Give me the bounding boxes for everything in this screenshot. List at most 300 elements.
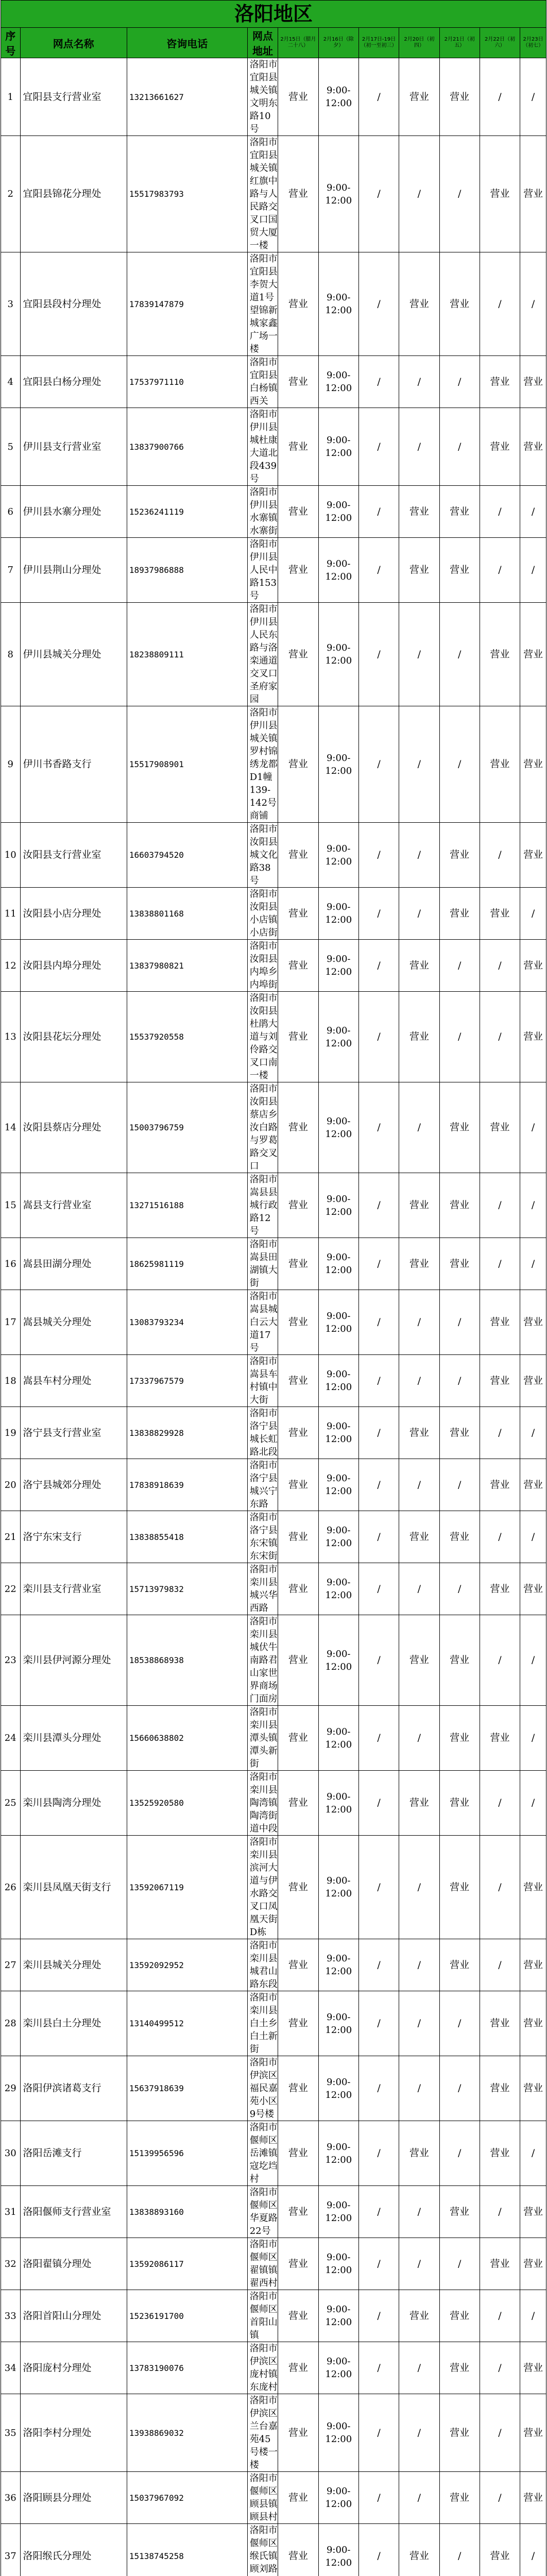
contact-phone: 13213661627 [127, 58, 247, 136]
contact-phone: 13838893160 [127, 2186, 247, 2238]
status-feb17-19: / [358, 486, 399, 538]
table-row [1, 1511, 546, 1563]
status-feb15: 营业 [278, 1563, 318, 1615]
table-row [1, 1563, 546, 1615]
status-feb21: 营业 [439, 1173, 480, 1238]
status-feb20: / [399, 356, 439, 408]
status-feb22: / [480, 2394, 520, 2472]
table-row [1, 1939, 546, 1991]
status-feb20: / [399, 408, 439, 486]
status-feb20: 营业 [399, 1615, 439, 1706]
status-feb20: / [399, 1706, 439, 1771]
status-feb17-19: / [358, 356, 399, 408]
status-feb17-19: / [358, 992, 399, 1082]
row-number: 4 [1, 356, 21, 408]
header-row [1, 28, 546, 58]
status-feb20: / [399, 1991, 439, 2056]
outlet-name: 洛阳缑氏分理处 [20, 2524, 127, 2576]
status-feb21: / [439, 992, 480, 1082]
status-feb17-19: / [358, 823, 399, 888]
table-row [1, 823, 546, 888]
row-number: 7 [1, 538, 21, 603]
outlet-address: 洛阳市嵩县田湖镇大街 [247, 1238, 278, 1290]
status-feb22: / [480, 940, 520, 992]
row-number: 8 [1, 603, 21, 706]
status-feb15: 营业 [278, 1238, 318, 1290]
status-feb20: / [399, 1836, 439, 1939]
status-feb15: 营业 [278, 1173, 318, 1238]
status-feb15: 营业 [278, 2342, 318, 2394]
outlet-address: 洛阳市栾川县白土乡白土新街 [247, 1991, 278, 2056]
status-feb17-19: / [358, 1459, 399, 1511]
table-row [1, 486, 546, 538]
row-number: 30 [1, 2121, 21, 2186]
status-feb15: 营业 [278, 1939, 318, 1991]
contact-phone: 13838829928 [127, 1407, 247, 1459]
hours-feb16: 9:00-12:00 [318, 940, 358, 992]
row-number: 18 [1, 1355, 21, 1407]
status-feb15: 营业 [278, 992, 318, 1082]
status-feb17-19: / [358, 1563, 399, 1615]
outlet-address: 洛阳市洛宁县城兴宁东路 [247, 1459, 278, 1511]
hours-feb16: 9:00-12:00 [318, 1615, 358, 1706]
status-feb22: / [480, 2472, 520, 2524]
status-feb17-19: / [358, 2472, 399, 2524]
status-feb21: / [439, 1991, 480, 2056]
outlet-name: 伊川县城关分理处 [20, 603, 127, 706]
row-number: 22 [1, 1563, 21, 1615]
status-feb23: 营业 [520, 1290, 546, 1355]
status-feb22: 营业 [480, 1706, 520, 1771]
status-feb15: 营业 [278, 1836, 318, 1939]
contact-phone: 15517908901 [127, 706, 247, 823]
status-feb15: 营业 [278, 823, 318, 888]
row-number: 23 [1, 1615, 21, 1706]
contact-phone: 15517983793 [127, 136, 247, 252]
status-feb15: 营业 [278, 1459, 318, 1511]
status-feb23: 营业 [520, 2238, 546, 2290]
hours-feb16: 9:00-12:00 [318, 2121, 358, 2186]
hours-feb16: 9:00-12:00 [318, 2290, 358, 2342]
status-feb23: 营业 [520, 1459, 546, 1511]
hours-feb16: 9:00-12:00 [318, 2394, 358, 2472]
table-row [1, 1771, 546, 1836]
outlet-address: 洛阳市栾川县陶湾镇陶湾街道中段 [247, 1771, 278, 1836]
status-feb15: 营业 [278, 2238, 318, 2290]
hours-feb16: 9:00-12:00 [318, 1459, 358, 1511]
outlet-address: 洛阳市嵩县城白云大道17号 [247, 1290, 278, 1355]
status-feb15: 营业 [278, 1407, 318, 1459]
status-feb22: / [480, 1939, 520, 1991]
table-row [1, 2524, 546, 2576]
status-feb15: 营业 [278, 2121, 318, 2186]
outlet-name: 汝阳县支行营业室 [20, 823, 127, 888]
status-feb15: 营业 [278, 1082, 318, 1173]
outlet-address: 洛阳市栾川县城伏牛南路君山家世界商场门面房 [247, 1615, 278, 1706]
status-feb15: 营业 [278, 1290, 318, 1355]
status-feb17-19: / [358, 2121, 399, 2186]
hours-feb16: 9:00-12:00 [318, 1771, 358, 1836]
outlet-name: 洛阳翟镇分理处 [20, 2238, 127, 2290]
status-feb20: 营业 [399, 2524, 439, 2576]
row-number: 32 [1, 2238, 21, 2290]
status-feb20: 营业 [399, 252, 439, 356]
row-number: 17 [1, 1290, 21, 1355]
status-feb20: 营业 [399, 1173, 439, 1238]
row-number: 33 [1, 2290, 21, 2342]
outlet-name: 伊川书香路支行 [20, 706, 127, 823]
contact-phone: 13838855418 [127, 1511, 247, 1563]
status-feb20: / [399, 2472, 439, 2524]
table-body [1, 58, 546, 2576]
status-feb17-19: / [358, 1939, 399, 1991]
status-feb20: / [399, 1939, 439, 1991]
contact-phone: 13837900766 [127, 408, 247, 486]
status-feb15: 营业 [278, 538, 318, 603]
status-feb22: / [480, 2290, 520, 2342]
status-feb21: 营业 [439, 2342, 480, 2394]
table-row [1, 2186, 546, 2238]
header-date-feb21: 2月21日（初五） [439, 28, 480, 58]
row-number: 28 [1, 1991, 21, 2056]
status-feb17-19: / [358, 888, 399, 940]
status-feb17-19: / [358, 2056, 399, 2121]
status-feb21: / [439, 356, 480, 408]
status-feb17-19: / [358, 1407, 399, 1459]
status-feb15: 营业 [278, 1355, 318, 1407]
status-feb22: / [480, 1407, 520, 1459]
status-feb23: 营业 [520, 1563, 546, 1615]
row-number: 13 [1, 992, 21, 1082]
contact-phone: 18625981119 [127, 1238, 247, 1290]
status-feb15: 营业 [278, 1615, 318, 1706]
status-feb20: / [399, 1563, 439, 1615]
outlet-name: 汝阳县蔡店分理处 [20, 1082, 127, 1173]
status-feb23: / [520, 1082, 546, 1173]
status-feb20: / [399, 1459, 439, 1511]
table-row [1, 888, 546, 940]
hours-feb16: 9:00-12:00 [318, 706, 358, 823]
status-feb15: 营业 [278, 486, 318, 538]
status-feb21: / [439, 603, 480, 706]
contact-phone: 13140499512 [127, 1991, 247, 2056]
contact-phone: 18937986888 [127, 538, 247, 603]
hours-feb16: 9:00-12:00 [318, 1836, 358, 1939]
hours-feb16: 9:00-12:00 [318, 2056, 358, 2121]
table-row [1, 1082, 546, 1173]
status-feb21: 营业 [439, 1706, 480, 1771]
contact-phone: 17537971110 [127, 356, 247, 408]
outlet-address: 洛阳市栾川县潭头镇潭头新街 [247, 1706, 278, 1771]
status-feb22: / [480, 1173, 520, 1238]
outlet-name: 伊川县水寨分理处 [20, 486, 127, 538]
outlet-address: 洛阳市汝阳县城文化路38号 [247, 823, 278, 888]
status-feb22: / [480, 252, 520, 356]
status-feb20: 营业 [399, 2121, 439, 2186]
row-number: 37 [1, 2524, 21, 2576]
status-feb22: / [480, 992, 520, 1082]
table-row [1, 1991, 546, 2056]
outlet-name: 栾川县伊河源分理处 [20, 1615, 127, 1706]
status-feb21: 营业 [439, 2394, 480, 2472]
outlet-name: 汝阳县小店分理处 [20, 888, 127, 940]
status-feb20: 营业 [399, 1771, 439, 1836]
outlet-schedule-table [1, 0, 546, 2576]
status-feb22: 营业 [480, 1290, 520, 1355]
row-number: 19 [1, 1407, 21, 1459]
hours-feb16: 9:00-12:00 [318, 603, 358, 706]
status-feb22: 营业 [480, 603, 520, 706]
status-feb17-19: / [358, 1771, 399, 1836]
row-number: 2 [1, 136, 21, 252]
hours-feb16: 9:00-12:00 [318, 2472, 358, 2524]
status-feb23: / [520, 2524, 546, 2576]
status-feb23: / [520, 1706, 546, 1771]
contact-phone: 13592086117 [127, 2238, 247, 2290]
status-feb22: / [480, 538, 520, 603]
outlet-address: 洛阳市嵩县车村镇中大街 [247, 1355, 278, 1407]
status-feb17-19: / [358, 538, 399, 603]
status-feb15: 营业 [278, 2394, 318, 2472]
status-feb15: 营业 [278, 2472, 318, 2524]
status-feb21: / [439, 136, 480, 252]
outlet-name: 洛宁县支行营业室 [20, 1407, 127, 1459]
contact-phone: 17337967579 [127, 1355, 247, 1407]
status-feb22: 营业 [480, 2056, 520, 2121]
status-feb17-19: / [358, 1355, 399, 1407]
status-feb15: 营业 [278, 252, 318, 356]
status-feb17-19: / [358, 603, 399, 706]
status-feb20: / [399, 2186, 439, 2238]
status-feb22: 营业 [480, 356, 520, 408]
hours-feb16: 9:00-12:00 [318, 356, 358, 408]
table-row [1, 603, 546, 706]
status-feb15: 营业 [278, 1771, 318, 1836]
table-row [1, 2472, 546, 2524]
status-feb20: / [399, 2056, 439, 2121]
status-feb17-19: / [358, 940, 399, 992]
status-feb22: 营业 [480, 1082, 520, 1173]
status-feb21: 营业 [439, 1511, 480, 1563]
status-feb15: 营业 [278, 136, 318, 252]
table-row [1, 2238, 546, 2290]
hours-feb16: 9:00-12:00 [318, 1407, 358, 1459]
status-feb22: 营业 [480, 2238, 520, 2290]
status-feb23: 营业 [520, 706, 546, 823]
status-feb20: 营业 [399, 1238, 439, 1290]
hours-feb16: 9:00-12:00 [318, 2238, 358, 2290]
status-feb17-19: / [358, 1991, 399, 2056]
outlet-name: 栾川县潭头分理处 [20, 1706, 127, 1771]
status-feb23: / [520, 1511, 546, 1563]
status-feb20: / [399, 706, 439, 823]
status-feb20: / [399, 2394, 439, 2472]
outlet-address: 洛阳市偃师区顾县镇顾县村 [247, 2472, 278, 2524]
status-feb15: 营业 [278, 1991, 318, 2056]
status-feb17-19: / [358, 706, 399, 823]
outlet-name: 洛阳岳滩支行 [20, 2121, 127, 2186]
outlet-name: 洛阳顾县分理处 [20, 2472, 127, 2524]
status-feb21: 营业 [439, 538, 480, 603]
outlet-name: 栾川县城关分理处 [20, 1939, 127, 1991]
status-feb21: / [439, 2238, 480, 2290]
status-feb17-19: / [358, 252, 399, 356]
outlet-address: 洛阳市偃师区首阳山镇 [247, 2290, 278, 2342]
status-feb22: 营业 [480, 1563, 520, 1615]
status-feb23: 营业 [520, 356, 546, 408]
hours-feb16: 9:00-12:00 [318, 408, 358, 486]
status-feb17-19: / [358, 1238, 399, 1290]
status-feb15: 营业 [278, 356, 318, 408]
status-feb22: / [480, 823, 520, 888]
table-row [1, 58, 546, 136]
contact-phone: 15139956596 [127, 2121, 247, 2186]
status-feb20: 营业 [399, 992, 439, 1082]
outlet-name: 宜阳县白杨分理处 [20, 356, 127, 408]
status-feb23: 营业 [520, 940, 546, 992]
status-feb22: / [480, 1836, 520, 1939]
contact-phone: 13592092952 [127, 1939, 247, 1991]
contact-phone: 13271516188 [127, 1173, 247, 1238]
row-number: 31 [1, 2186, 21, 2238]
hours-feb16: 9:00-12:00 [318, 1290, 358, 1355]
hours-feb16: 9:00-12:00 [318, 252, 358, 356]
status-feb20: 营业 [399, 486, 439, 538]
table-row [1, 992, 546, 1082]
status-feb22: / [480, 1615, 520, 1706]
outlet-address: 洛阳市宜阳县城关镇文明东路10号 [247, 58, 278, 136]
status-feb17-19: / [358, 2524, 399, 2576]
table-row [1, 1459, 546, 1511]
table-row [1, 2121, 546, 2186]
row-number: 9 [1, 706, 21, 823]
status-feb22: 营业 [480, 1459, 520, 1511]
status-feb20: / [399, 1290, 439, 1355]
header-address: 网点地址 [247, 28, 278, 58]
contact-phone: 15637918639 [127, 2056, 247, 2121]
row-number: 11 [1, 888, 21, 940]
outlet-name: 伊川县支行营业室 [20, 408, 127, 486]
status-feb17-19: / [358, 58, 399, 136]
outlet-address: 洛阳市洛宁县东宋镇东宋街 [247, 1511, 278, 1563]
status-feb22: 营业 [480, 136, 520, 252]
outlet-address: 洛阳市伊川县城杜康大道北段439号 [247, 408, 278, 486]
hours-feb16: 9:00-12:00 [318, 1173, 358, 1238]
status-feb23: 营业 [520, 1355, 546, 1407]
status-feb20: 营业 [399, 2290, 439, 2342]
status-feb20: 营业 [399, 538, 439, 603]
status-feb20: / [399, 823, 439, 888]
status-feb22: / [480, 486, 520, 538]
status-feb15: 营业 [278, 1706, 318, 1771]
contact-phone: 15236241119 [127, 486, 247, 538]
status-feb23: / [520, 1615, 546, 1706]
outlet-name: 栾川县支行营业室 [20, 1563, 127, 1615]
status-feb20: / [399, 136, 439, 252]
status-feb21: / [439, 2524, 480, 2576]
status-feb21: 营业 [439, 252, 480, 356]
status-feb23: 营业 [520, 992, 546, 1082]
status-feb21: 营业 [439, 1238, 480, 1290]
status-feb17-19: / [358, 2342, 399, 2394]
contact-phone: 13838801168 [127, 888, 247, 940]
outlet-name: 宜阳县支行营业室 [20, 58, 127, 136]
hours-feb16: 9:00-12:00 [318, 2342, 358, 2394]
row-number: 3 [1, 252, 21, 356]
status-feb23: 营业 [520, 2394, 546, 2472]
status-feb23: 营业 [520, 136, 546, 252]
header-date-feb22: 2月22日（初六） [480, 28, 520, 58]
hours-feb16: 9:00-12:00 [318, 538, 358, 603]
status-feb15: 营业 [278, 940, 318, 992]
table-row [1, 706, 546, 823]
row-number: 1 [1, 58, 21, 136]
status-feb17-19: / [358, 1511, 399, 1563]
outlet-address: 洛阳市偃师区缑氏镇顾刘路 [247, 2524, 278, 2576]
outlet-name: 洛宁东宋支行 [20, 1511, 127, 1563]
hours-feb16: 9:00-12:00 [318, 1991, 358, 2056]
contact-phone: 17838918639 [127, 1459, 247, 1511]
outlet-name: 洛宁县城郊分理处 [20, 1459, 127, 1511]
status-feb23: 营业 [520, 2342, 546, 2394]
status-feb21: / [439, 1459, 480, 1511]
outlet-address: 洛阳市汝阳县杜鹃大道与刘伶路交叉口南一楼 [247, 992, 278, 1082]
status-feb20: / [399, 2342, 439, 2394]
outlet-address: 洛阳市伊滨区庞村镇东庞村 [247, 2342, 278, 2394]
status-feb22: 营业 [480, 706, 520, 823]
status-feb20: / [399, 1355, 439, 1407]
hours-feb16: 9:00-12:00 [318, 1511, 358, 1563]
status-feb22: / [480, 1511, 520, 1563]
status-feb22: 营业 [480, 1991, 520, 2056]
outlet-name: 洛阳李村分理处 [20, 2394, 127, 2472]
status-feb17-19: / [358, 2290, 399, 2342]
contact-phone: 15236191700 [127, 2290, 247, 2342]
outlet-name: 嵩县车村分理处 [20, 1355, 127, 1407]
row-number: 29 [1, 2056, 21, 2121]
status-feb20: 营业 [399, 58, 439, 136]
status-feb23: / [520, 486, 546, 538]
status-feb17-19: / [358, 1836, 399, 1939]
outlet-address: 洛阳市栾川县城兴华西路 [247, 1563, 278, 1615]
status-feb21: 营业 [439, 2290, 480, 2342]
outlet-address: 洛阳市宜阳县白杨镇西关 [247, 356, 278, 408]
status-feb15: 营业 [278, 1511, 318, 1563]
row-number: 16 [1, 1238, 21, 1290]
status-feb21: / [439, 1355, 480, 1407]
outlet-name: 宜阳县锦花分理处 [20, 136, 127, 252]
status-feb23: / [520, 58, 546, 136]
row-number: 15 [1, 1173, 21, 1238]
status-feb20: / [399, 888, 439, 940]
status-feb23: / [520, 1238, 546, 1290]
row-number: 27 [1, 1939, 21, 1991]
outlet-address: 洛阳市宜阳县城关镇红旗中路与人民路交叉口国贸大厦一楼 [247, 136, 278, 252]
status-feb15: 营业 [278, 2056, 318, 2121]
region-title: 洛阳地区 [1, 1, 546, 28]
table-row [1, 252, 546, 356]
contact-phone: 13083793234 [127, 1290, 247, 1355]
contact-phone: 13938869032 [127, 2394, 247, 2472]
hours-feb16: 9:00-12:00 [318, 2524, 358, 2576]
row-number: 36 [1, 2472, 21, 2524]
outlet-name: 洛阳偃师支行营业室 [20, 2186, 127, 2238]
status-feb23: 营业 [520, 2472, 546, 2524]
outlet-name: 洛阳伊滨诸葛支行 [20, 2056, 127, 2121]
outlet-address: 洛阳市伊川县人民东路与洛栾通道交叉口圣府家园 [247, 603, 278, 706]
table-row [1, 940, 546, 992]
status-feb21: / [439, 706, 480, 823]
